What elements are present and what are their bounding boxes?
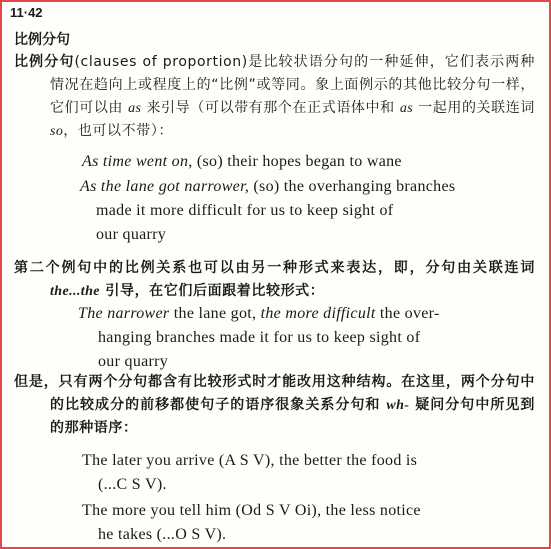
p3-wh: wh- bbox=[386, 398, 410, 413]
p1-text-c: 一起用的关联连词 bbox=[413, 100, 535, 116]
p1-text-b: 来引导（可以带有那个在正式语体中和 bbox=[141, 100, 400, 116]
paragraph-1 bbox=[14, 51, 535, 143]
ex3-rest: the over- bbox=[375, 305, 440, 322]
ex1-rest: (so) their hopes began to wane bbox=[192, 153, 402, 170]
example-1 bbox=[82, 150, 527, 174]
p1-as-1: as bbox=[128, 101, 142, 116]
p1-text-d: ，也可以不带）： bbox=[63, 123, 174, 139]
example-2 bbox=[82, 175, 527, 247]
ex2-rest: (so) the overhanging branches bbox=[249, 178, 456, 195]
ex3-line-2: hanging branches made it for us to keep sight of bbox=[98, 329, 421, 346]
p3-text-a: 但是，只有两个分句都含有比较形式时才能改用这种结构。在这里，两个分句中的比较成分的前移都使句子的语序很象关系分句和 bbox=[14, 374, 535, 413]
ex5-line-2: he takes (...O S V). bbox=[98, 526, 227, 543]
ex2-italic: As the lane got narrower, bbox=[80, 178, 250, 195]
ex3-italic-2: the more difficult bbox=[260, 305, 376, 322]
ex4-line-2: (...C S V). bbox=[98, 476, 167, 493]
ex5-line-1: The more you tell him (Od S V Oi), the less notice bbox=[82, 502, 421, 519]
ex2-line-2: made it more difficult for us to keep sight of bbox=[96, 202, 394, 219]
p2-text-b: 引导，在它们后面跟着比较形式： bbox=[99, 283, 325, 299]
p2-text-a: 第二个例句中的比例关系也可以由另一种形式来表达，即，分句由关联连词 bbox=[14, 260, 535, 276]
p3-text-b: 疑问分句中所见到的那种语序： bbox=[50, 397, 535, 436]
section-number: 11·42 bbox=[10, 5, 43, 20]
ex3-mid: the lane got, bbox=[169, 305, 261, 322]
ex2-line-3: our quarry bbox=[96, 226, 167, 243]
paragraph-2 bbox=[14, 257, 535, 303]
example-4 bbox=[82, 449, 527, 497]
ex3-line-3: our quarry bbox=[98, 353, 169, 370]
p1-text-a: (clauses of proportion)是比较状语分句的一种延伸，它们表示两种情况在趋向上或程度上的“比例”或等同。象上面例示的其他比较分句一样，它们可以由 bbox=[50, 54, 535, 116]
paragraph-3 bbox=[14, 371, 535, 440]
ex4-line-1: The later you arrive (A S V), the better the food is bbox=[82, 452, 418, 469]
p2-the-the: the...the bbox=[50, 284, 100, 299]
ex3-italic-1: The narrower bbox=[78, 305, 170, 322]
section-heading: 比例分句 bbox=[14, 32, 70, 48]
ex1-italic: As time went on, bbox=[82, 153, 193, 170]
p1-so: so bbox=[50, 124, 64, 139]
example-5 bbox=[82, 499, 527, 547]
term-lead: 比例分句 bbox=[14, 54, 75, 70]
p1-as-2: as bbox=[399, 101, 414, 116]
example-3 bbox=[78, 302, 527, 374]
